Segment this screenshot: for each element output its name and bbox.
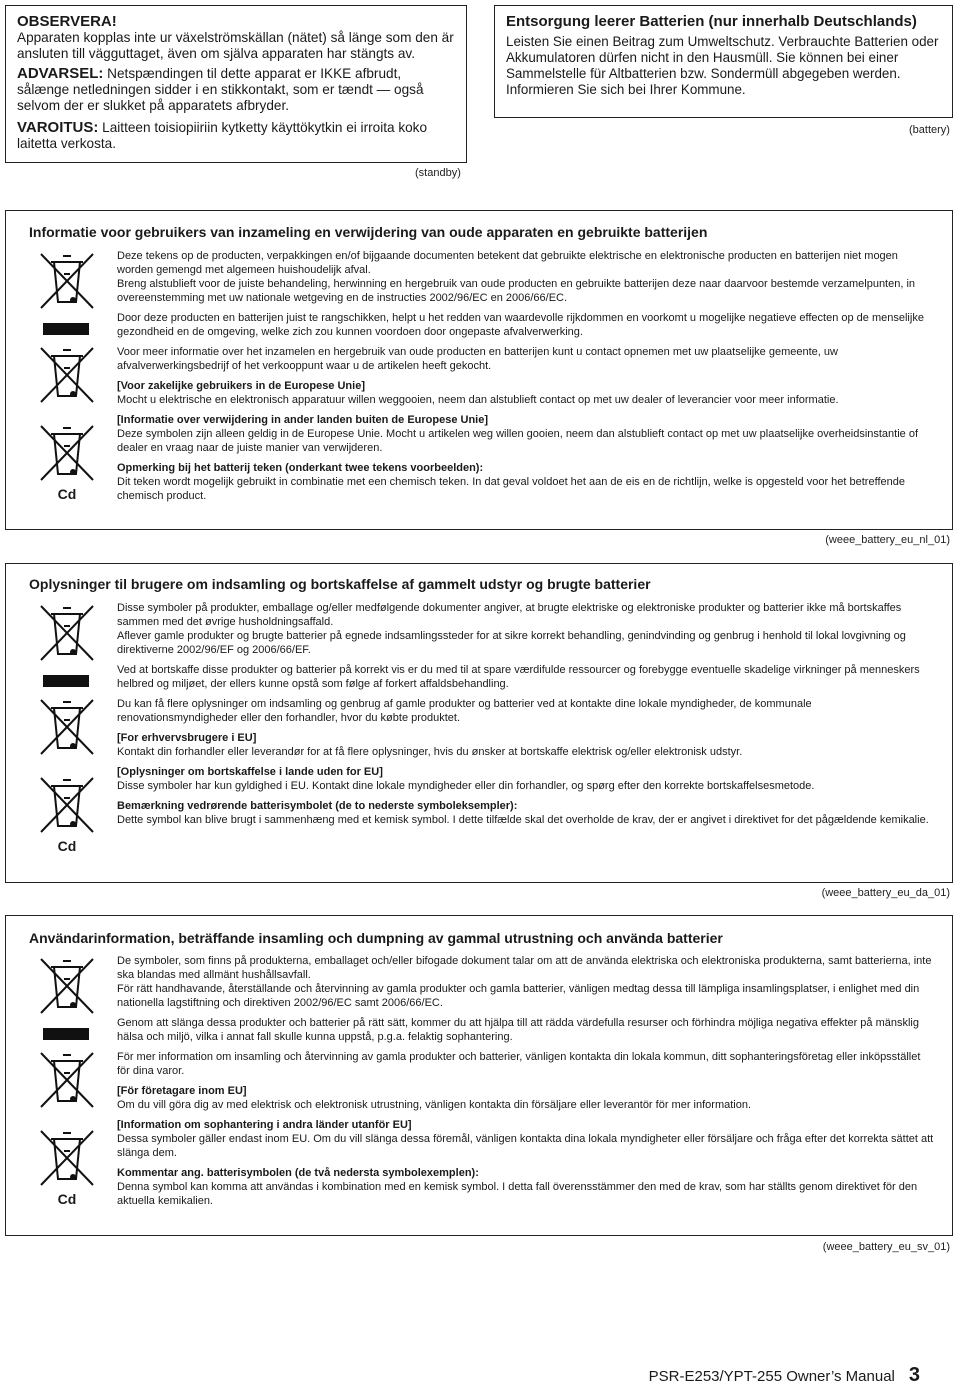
crossed-bin-icon	[37, 250, 97, 314]
icon-column-nl	[37, 250, 97, 502]
crossed-bin-icon	[37, 696, 97, 760]
section-sv-h4: [För företagare inom EU]	[117, 1085, 247, 1097]
icon-column-da	[37, 602, 97, 854]
crossed-bin-icon	[37, 602, 97, 666]
black-bar	[43, 675, 89, 687]
icon-column-sv	[37, 955, 97, 1207]
section-nl-p4: Mocht u elektrische en elektronisch apparatuur willen weggooien, neem dan alstublieft contact op met uw dealer of leverancier voor meer informatie.	[117, 394, 839, 406]
section-sv-p4: Om du vill göra dig av med elektrisk och elektronisk utrustning, vänligen kontakta din försäljare eller leverantör för mer information.	[117, 1099, 752, 1111]
black-bar	[43, 1028, 89, 1040]
crossed-bin-icon	[37, 344, 97, 408]
crossed-bin-icon	[37, 955, 97, 1019]
section-nl-p1b: Breng alstublieft voor de juiste behandeling, herwinning en hergebruik van oude producten en gebruikte batterijen deze naar daarvoor bestemde verzamelpunten, in overeenstemming met uw nationale wetgeving en de instructies 2002/96/EC en 2006/66/EC.	[117, 278, 916, 304]
section-da-p5: Disse symboler har kun gyldighed i EU. Kontakt dine lokale myndigheder eller din forhandler, og spørg efter den korrekte bortskaffelsesmetode.	[117, 780, 815, 792]
section-nl-body	[117, 249, 935, 509]
black-bar	[43, 323, 89, 335]
section-da-p6: Dette symbol kan blive brugt i sammenhæng med et kemisk symbol. I dette tilfælde skal det overholde de krav, der er angivet i direktivet for det pågældende kemikalie.	[117, 814, 929, 826]
advarsel-label: ADVARSEL:	[17, 65, 104, 82]
section-nl-h4: [Voor zakelijke gebruikers in de Europese Unie]	[117, 380, 365, 392]
section-nl-p6: Dit teken wordt mogelijk gebruikt in combinatie met een chemisch teken. In dat geval voldoet het aan de eis en de richtlijn, welke is opgesteld voor het betreffende chemisch product.	[117, 476, 905, 502]
crossed-bin-icon	[37, 1127, 97, 1191]
section-da-p1b: Aflever gamle produkter og brugte batterier på egnede indsamlingssteder for at sikre korrekt behandling, genindvinding og genbrug i henhold til lokal lovgivning og direktiverne 2002/96/EF og 2006/66/EF.	[117, 630, 906, 656]
battery-tag: (battery)	[909, 124, 950, 136]
section-da-p2: Ved at bortskaffe disse produkter og batterier på korrekt vis er du med til at spare værdifulde ressourcer og forebygge eventuelle skadelige virkninger på menneskers helbred og miljøet, der ellers kunne opstå som følge af forkert affaldsbehandling.	[117, 664, 920, 690]
german-box-title: Entsorgung leerer Batterien (nur innerhalb Deutschlands)	[506, 13, 917, 30]
section-sv-p2: Genom att slänga dessa produkter och batterier på rätt sätt, kommer du att hjälpa till att rädda värdefulla resurser och förhindra möjliga negativa effekter på mänsklig hälsa och miljö, vilka i annat fall skulle kunna uppstå, p.g.a. felaktig sophantering.	[117, 1017, 919, 1043]
section-da-p3: Du kan få flere oplysninger om indsamling og genbrug af gamle produkter og batterier ved at kontakte dine lokale myndigheder, de kommunale renovationsmyndigheder eller den forhandler, hvor du købte produktet.	[117, 698, 812, 724]
section-sv-tag: (weee_battery_eu_sv_01)	[822, 1241, 950, 1253]
section-nl-p1: Deze tekens op de producten, verpakkingen en/of bijgaande documenten betekent dat gebruikte elektrische en elektronische producten en batterijen niet mogen worden gemengd met algemeen huishoudelijk afval.	[117, 250, 898, 276]
section-da-p1: Disse symboler på produkter, emballage og/eller medfølgende dokumenter angiver, at brugte elektriske og elektroniske produkter og batterier ikke må bortskaffes sammen med det øvrige husholdningsaffald.	[117, 602, 902, 628]
section-sv-body	[117, 954, 935, 1214]
section-da-h4: [For erhvervsbrugere i EU]	[117, 732, 257, 744]
page-number: 3	[908, 1364, 920, 1386]
section-sv-p6: Denna symbol kan komma att användas i kombination med en kemisk symbol. I detta fall överensstämmer den med de krav, som har ställts genom direktivet för den aktuella kemikalien.	[117, 1181, 918, 1207]
cd-label: Cd	[57, 486, 77, 502]
section-sv-title: Användarinformation, beträffande insamling och dumpning av gammal utrustning och använda batterier	[29, 930, 723, 946]
section-da-p4: Kontakt din forhandler eller leverandør for at få flere oplysninger, hvis du ønsker at bortskaffe elektrisk og/eller elektronisk udstyr.	[117, 746, 743, 758]
section-nl-p5: Deze symbolen zijn alleen geldig in de Europese Unie. Mocht u artikelen weg willen gooien, neem dan alstublieft contact op met uw plaatselijke overheidsinstantie of dealer en vraag naar de juiste manier van verwijderen.	[117, 428, 919, 454]
german-box-text: Leisten Sie einen Beitrag zum Umweltschutz. Verbrauchte Batterien oder Akkumulatoren dürfen nicht in den Hausmüll. Sie können bei einer Sammelstelle für Altbatterien bzw. Sondermüll abgegeben werden. Informieren Sie sich bei Ihrer Kommune.	[506, 34, 939, 97]
section-da-title: Oplysninger til brugere om indsamling og bortskaffelse af gammelt udstyr og brugte batterier	[29, 576, 651, 592]
section-da-h5: [Oplysninger om bortskaffelse i lande uden for EU]	[117, 766, 383, 778]
section-nl-h5: [Informatie over verwijdering in ander landen buiten de Europese Unie]	[117, 414, 489, 426]
crossed-bin-icon	[37, 1049, 97, 1113]
section-sv-p1b: För rätt handhavande, återställande och återvinning av gamla produkter och gamla batterier, vänligen medtag dessa till lämpliga insamlingsplatser, i enlighet med din nationella lagstiftning och direktiven 2002/96/EC samt 2006/66/EC.	[117, 983, 920, 1009]
section-da-body	[117, 601, 935, 833]
observera-text: Apparaten kopplas inte ur växelströmskällan (nätet) så länge som den är ansluten till vägguttaget, även om själva apparaten har stängts av.	[17, 30, 454, 61]
section-nl-title: Informatie voor gebruikers van inzameling en verwijdering van oude apparaten en gebruikte batterijen	[29, 224, 708, 240]
section-da-tag: (weee_battery_eu_da_01)	[821, 887, 950, 899]
warning-box-nordic	[5, 5, 467, 163]
advarsel-text: Netspændingen til dette apparat er IKKE afbrudt, sålænge netledningen sidder i en stikkontakt, som er tændt — også selvom der er slukket på apparatets afbryder.	[17, 66, 424, 113]
cd-label: Cd	[57, 838, 77, 854]
crossed-bin-icon	[37, 774, 97, 838]
section-sv-p3: För mer information om insamling och återvinning av gamla produkter och batterier, vänligen kontakta din lokala kommun, ditt sophanteringsföretag eller inköpsstället för dina varor.	[117, 1051, 921, 1077]
section-da-h6: Bemærkning vedrørende batterisymbolet (de to nederste symboleksempler):	[117, 800, 518, 812]
section-nl-h6: Opmerking bij het batterij teken (onderkant twee tekens voorbeelden):	[117, 462, 484, 474]
standby-tag: (standby)	[415, 167, 461, 179]
section-nl-p2: Door deze producten en batterijen juist te rangschikken, helpt u het redden van waardevolle rijkdommen en voorkomt u mogelijke negatieve effecten op de menselijke gezondheid en de omgeving, welke zich zou kunnen voordoen door ongepaste afvalverwerking.	[117, 312, 924, 338]
section-sv-p1: De symboler, som finns på produkterna, emballaget och/eller bifogade dokument talar om att de använda elektriska och elektroniska produkterna, samt batterierna, inte ska blandas med allmänt hushållsavfall.	[117, 955, 932, 981]
section-sv-h5: [Information om sophantering i andra länder utanför EU]	[117, 1119, 412, 1131]
varoitus-label: VAROITUS:	[17, 119, 99, 136]
manual-title: PSR-E253/YPT-255 Owner’s Manual	[648, 1368, 895, 1385]
section-sv-h6: Kommentar ang. batterisymbolen (de två nedersta symbolexemplen):	[117, 1167, 479, 1179]
cd-label: Cd	[57, 1191, 77, 1207]
varoitus-text: Laitteen toisiopiiriin kytketty käyttökytkin ei irroita koko laitetta verkosta.	[17, 120, 428, 151]
crossed-bin-icon	[37, 422, 97, 486]
section-sv-p5: Dessa symboler gäller endast inom EU. Om du vill slänga dessa föremål, vänligen kontakta dina lokala myndigheter eller försäljare och fråga efter det korrekta sättet att slänga dem.	[117, 1133, 934, 1159]
section-nl-p3: Voor meer informatie over het inzamelen en hergebruik van oude producten en batterijen kunt u contact opnemen met uw plaatselijke gemeente, uw afvalverwerkingsbedrijf of het verkooppunt waar u de artikelen heeft gekocht.	[117, 346, 838, 372]
observera-title: OBSERVERA!	[17, 13, 117, 30]
section-nl-tag: (weee_battery_eu_nl_01)	[825, 534, 950, 546]
battery-disposal-box-german	[494, 5, 953, 118]
